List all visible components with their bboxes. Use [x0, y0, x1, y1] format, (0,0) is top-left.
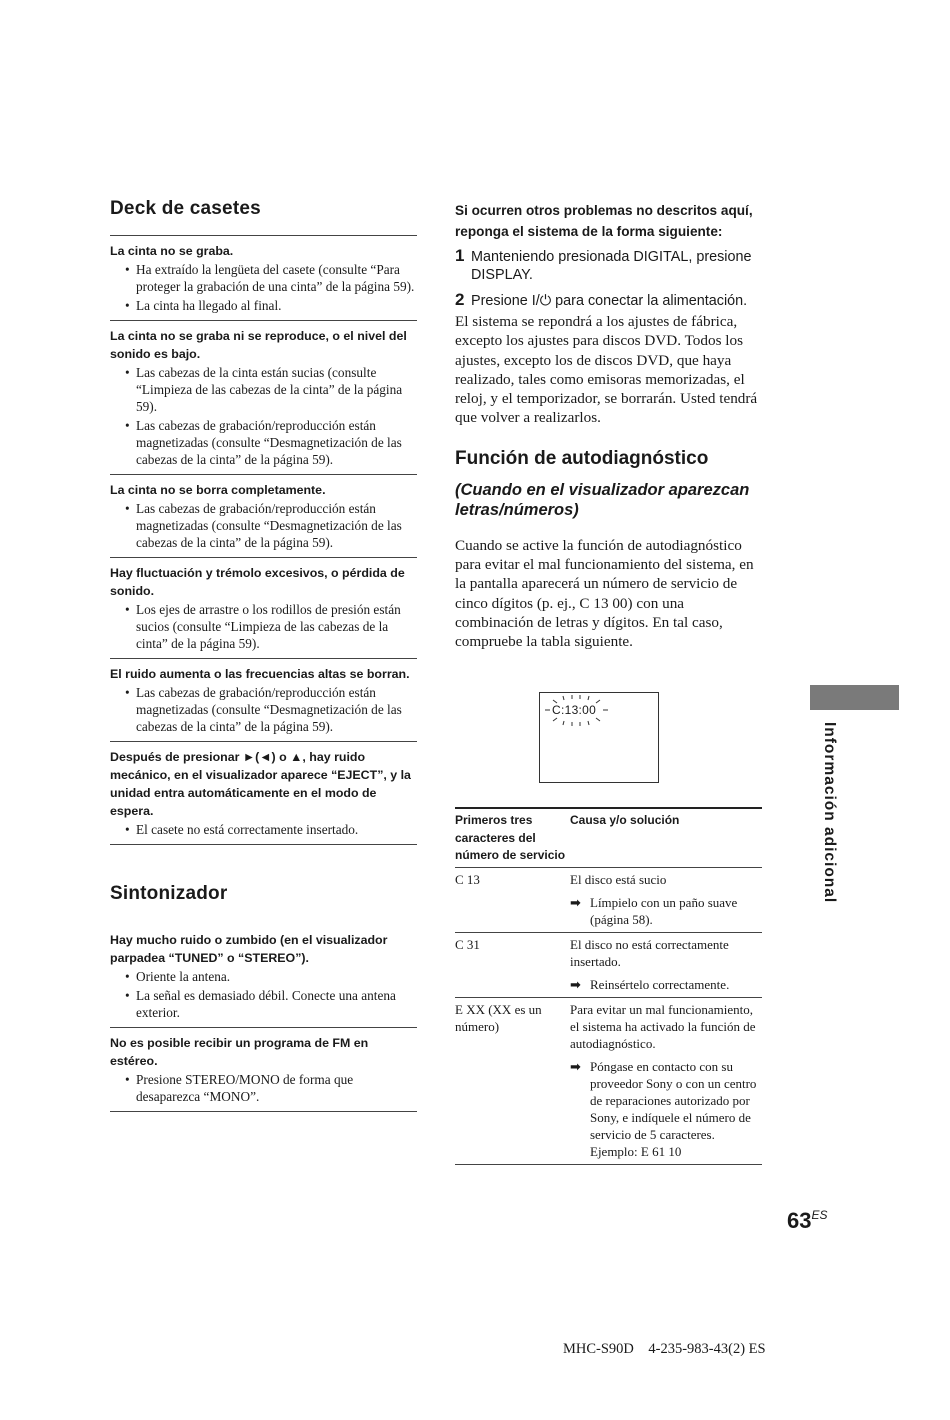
function-title: Función de autodiagnóstico: [455, 447, 709, 469]
step-1: [455, 248, 762, 284]
problem-item: [110, 236, 417, 321]
action-text: Póngase en contacto con su proveedor Sony o con un centro de reparaciones autorizado por Sony, e indíquele el número de servicio de 5 caracteres. Ejemplo: E 61 10: [590, 1058, 757, 1159]
problem-title: La cinta no se borra completamente.: [110, 483, 326, 497]
function-subtitle: (Cuando en el visualizador aparezcan letras/números): [455, 480, 750, 519]
cause-text: El disco no está correctamente insertado.: [570, 936, 729, 969]
left-column: [110, 198, 417, 1112]
problem-item: [110, 321, 417, 475]
action-text: Reinsértelo correctamente.: [590, 976, 730, 992]
column-header: Primeros tres caracteres del número de servicio: [455, 808, 570, 867]
cause-text: Para evitar un mal funcionamiento, el sistema ha activado la función de autodiagnóstico.: [570, 1001, 756, 1051]
step-2: [455, 292, 762, 310]
side-section-label: Información adicional: [821, 722, 838, 904]
diagnostic-table: [455, 807, 762, 1165]
page-number: [787, 1208, 828, 1234]
section-title-cassette: Deck de casetes: [110, 198, 261, 219]
arrow-right-icon: ➡: [570, 977, 581, 993]
service-code: C 13: [455, 867, 570, 932]
solution-list: [110, 684, 417, 735]
step-text: Manteniendo presionada DIGITAL, presione DISPLAY.: [471, 249, 752, 283]
reset-heading: Si ocurren otros problemas no descritos aquí, reponga el sistema de la forma siguiente:: [455, 203, 753, 239]
action-line: [570, 1058, 762, 1160]
problem-title: Después de presionar ►(◄) o ▲, hay ruido mecánico, en el visualizador aparece “EJECT”, y la unidad entra automáticamente en el modo de espera.: [110, 750, 411, 818]
page-language-suffix: ES: [811, 1208, 828, 1222]
service-code: C 31: [455, 932, 570, 997]
solution-list: [110, 500, 417, 551]
solution-list: [110, 364, 417, 468]
cause-cell: [570, 867, 762, 932]
problem-item: [110, 925, 417, 1028]
step-text: Presione I/⏻ para conectar la alimentación.: [471, 293, 748, 309]
service-code: E XX (XX es un número): [455, 997, 570, 1164]
model-footer: MHC-S90D 4-235-983-43(2) ES: [563, 1341, 766, 1357]
reset-body: El sistema se repondrá a los ajustes de fábrica, excepto los ajustes para discos DVD. Todos los ajustes, excepto los de discos DVD, que haya realizado, tales como emisoras memorizadas, el reloj, y el temporizador, se borrarán. Usted tendrá que volver a realizarlos.: [455, 313, 758, 427]
solution-item: • El casete no está correctamente insertado.: [110, 821, 417, 838]
solution-item: • Las cabezas de grabación/reproducción están magnetizadas (consulte “Desmagnetización de las cabezas de la cinta” de la página 59).: [110, 417, 417, 468]
display-readout: C:13:00: [552, 703, 597, 717]
arrow-right-icon: ➡: [570, 1059, 581, 1075]
problem-item: [110, 558, 417, 659]
problem-title: El ruido aumenta o las frecuencias altas se borran.: [110, 667, 410, 681]
table-header-row: [455, 808, 762, 867]
problem-title: La cinta no se graba.: [110, 244, 234, 258]
step-number: 1: [455, 246, 465, 265]
solution-item: • Presione STEREO/MONO de forma que desaparezca “MONO”.: [110, 1071, 417, 1105]
solution-item: • Las cabezas de grabación/reproducción están magnetizadas (consulte “Desmagnetización de las cabezas de la cinta” de la página 59).: [110, 684, 417, 735]
arrow-right-icon: ➡: [570, 895, 581, 911]
problem-item: [110, 742, 417, 845]
cause-cell: [570, 997, 762, 1164]
solution-item: • Los ejes de arrastre o los rodillos de presión están sucios (consulte “Limpieza de las cabezas de la cinta” de la página 59).: [110, 601, 417, 652]
solution-list: [110, 821, 417, 838]
solution-item: • Las cabezas de grabación/reproducción están magnetizadas (consulte “Desmagnetización de las cabezas de la cinta” de la página 59).: [110, 500, 417, 551]
section-title-tuner: Sintonizador: [110, 883, 228, 904]
cause-text: El disco está sucio: [570, 871, 667, 887]
column-header: Causa y/o solución: [570, 808, 762, 867]
table-row: [455, 867, 762, 932]
problem-title: Hay mucho ruido o zumbido (en el visualizador parpadea “TUNED” o “STEREO”).: [110, 933, 388, 965]
problem-item: [110, 475, 417, 558]
solution-list: [110, 261, 417, 314]
page-number-value: 63: [787, 1208, 812, 1233]
problem-item: [110, 659, 417, 742]
action-line: [570, 976, 762, 993]
problem-title: Hay fluctuación y trémolo excesivos, o pérdida de sonido.: [110, 566, 405, 598]
solution-item: • Oriente la antena.: [110, 968, 417, 985]
table-row: [455, 997, 762, 1164]
section-tab-marker: [810, 685, 899, 710]
solution-item: • Ha extraído la lengüeta del casete (consulte “Para proteger la grabación de una cinta” de la página 59).: [110, 261, 417, 295]
table-row: [455, 932, 762, 997]
step-number: 2: [455, 290, 465, 309]
function-body: Cuando se active la función de autodiagnóstico para evitar el mal funcionamiento del sistema, en la pantalla aparecerá un número de servicio de cinco dígitos (p. ej., C 13 00) con una combinación de letras y dígitos. En tal caso, compruebe la tabla siguiente.: [455, 536, 754, 651]
solution-item: • La cinta ha llegado al final.: [110, 297, 417, 314]
action-text: Límpielo con un paño suave (página 58).: [590, 894, 738, 927]
right-column: [455, 200, 762, 1159]
solution-item: • Las cabezas de la cinta están sucias (consulte “Limpieza de las cabezas de la cinta” de la página 59).: [110, 364, 417, 415]
solution-list: [110, 601, 417, 652]
problem-title: La cinta no se graba ni se reproduce, o el nivel del sonido es bajo.: [110, 329, 407, 361]
solution-item: • La señal es demasiado débil. Conecte una antena exterior.: [110, 987, 417, 1021]
problem-title: No es posible recibir un programa de FM en estéreo.: [110, 1036, 369, 1068]
display-illustration: [539, 692, 659, 783]
cause-cell: [570, 932, 762, 997]
action-line: [570, 894, 762, 928]
problem-item: [110, 1028, 417, 1112]
solution-list: [110, 968, 417, 1021]
solution-list: [110, 1071, 417, 1105]
